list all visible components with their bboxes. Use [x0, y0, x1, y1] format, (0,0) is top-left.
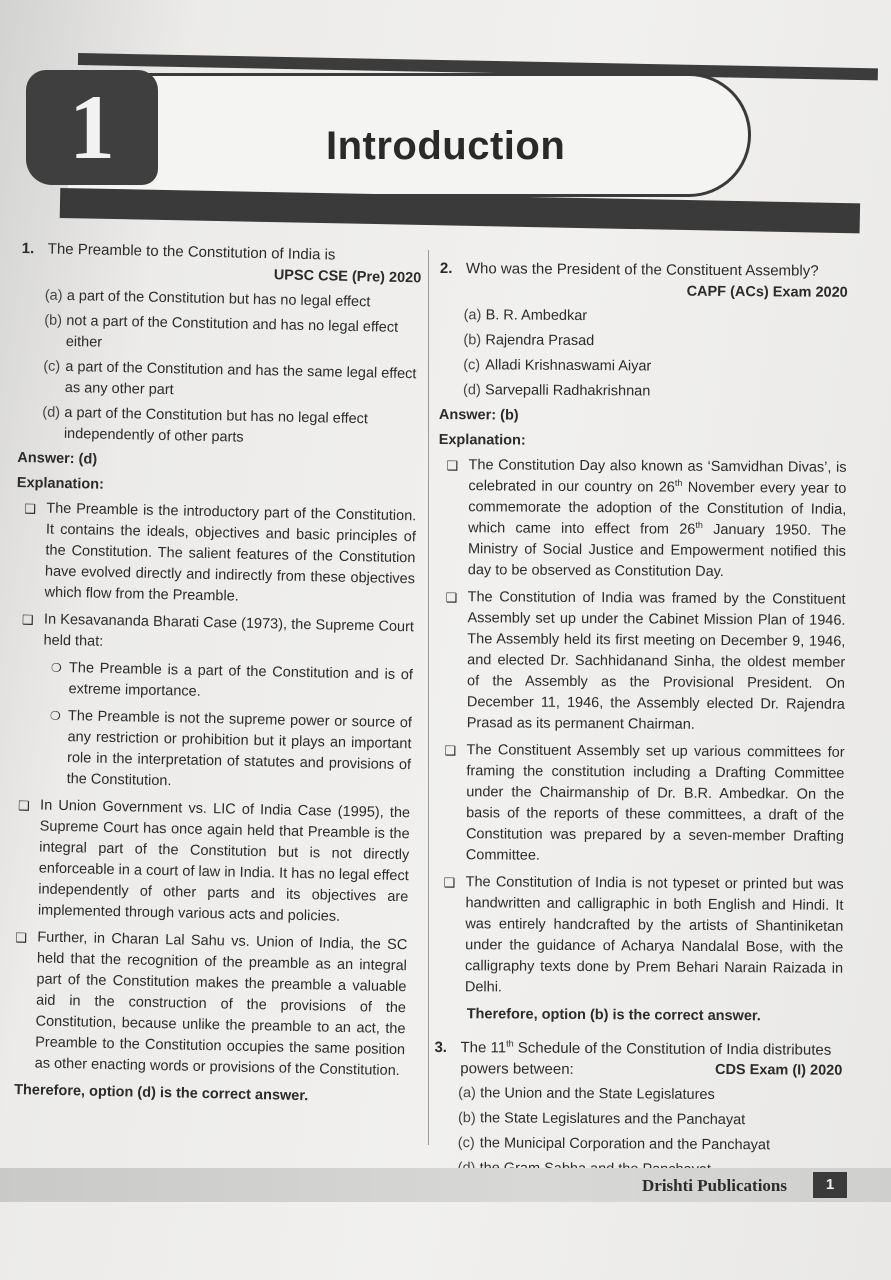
option-a: (a) B. R. Ambedkar: [463, 307, 588, 325]
explanation-label: Explanation:: [438, 431, 526, 449]
question-text: The Preamble to the Constitution of India is: [47, 240, 336, 264]
option-c: (c) a part of the Constitution and has the same legal effect as any other part: [43, 358, 417, 399]
option-d: (d) a part of the Constitution but has no legal effect independently of other parts: [42, 404, 369, 446]
exam-source: UPSC CSE (Pre) 2020: [273, 267, 422, 287]
explanation-bullet: ❑ The Constitution Day also known as ‘Samvidhan Divas’, is celebrated in our country on 26th November every year to commemorate the adoption of the Constitution of India, which came into effect from 26th January 1950. The Ministry of Social Justice and Empowerment notified this day to be observed as Constitution Day.: [446, 455, 847, 584]
page-number: 1: [813, 1172, 847, 1198]
checkbox-bullet-icon: ❑: [24, 501, 37, 517]
answer-label: Answer: (b): [438, 406, 519, 424]
chapter-number: 1: [26, 70, 158, 185]
explanation-bullet: ❑ Further, in Charan Lal Sahu vs. Union of India, the SC held that the recognition of the preamble as an integral part of the Constitution makes the preamble a valuable aid in the construction of the provisions of the Constitution, because unlike the preamble to an act, the Preamble to the Constitution occupies the same position as other enacting words or provisions of the Constitution.: [12, 927, 407, 1082]
chapter-title: Introduction: [326, 124, 566, 168]
circle-bullet-icon: ❍: [50, 660, 62, 675]
explanation-bullet: ❑ In Kesavananda Bharati Case (1973), the Supreme Court held that:: [21, 609, 414, 659]
checkbox-bullet-icon: ❑: [17, 798, 30, 814]
checkbox-bullet-icon: ❑: [446, 458, 459, 474]
exam-source: CDS Exam (I) 2020: [714, 1061, 843, 1079]
exam-source: CAPF (ACs) Exam 2020: [686, 283, 848, 301]
sub-bullet: ❍ The Preamble is not the supreme power or source of any restriction or prohibition but it plays an important role in the interpretation of statutes and provisions of the Constitution.: [48, 706, 412, 798]
checkbox-bullet-icon: ❑: [443, 875, 456, 891]
explanation-bullet: ❑ The Constitution of India was framed by the Constituent Assembly set up under the Cabinet Mission Plan of 1946. The Assembly held its first meeting on December 9, 1946, and elected Dr. Sachhidanand Sinha, the oldest member of the Assembly as the Provisional President. On December 11, 1946, the Assembly elected Dr. Rajendra Prasad as its permanent Chairman.: [445, 587, 846, 737]
conclusion: Therefore, option (d) is the correct answer.: [13, 1082, 309, 1105]
question-2: [440, 258, 848, 282]
answer-label: Answer: (d): [17, 449, 98, 468]
question-number: 2.: [439, 259, 453, 278]
explanation-label: Explanation:: [16, 474, 105, 493]
circle-bullet-icon: ❍: [49, 708, 61, 723]
checkbox-bullet-icon: ❑: [444, 743, 457, 759]
conclusion: Therefore, option (b) is the correct answer.: [466, 1006, 761, 1025]
options-list: [18, 285, 421, 452]
options-list: [439, 305, 848, 404]
left-column: [4, 238, 422, 1113]
question-text: The 11th Schedule of the Constitution of India distributes powers between:: [460, 1038, 832, 1078]
option-a: (a) the Union and the State Legislatures: [458, 1085, 715, 1103]
checkbox-bullet-icon: ❑: [445, 590, 458, 606]
explanation-bullet: ❑ In Union Government vs. LIC of India Case (1995), the Supreme Court has once again held that Preamble is the integral part of the Constitution but is not directly enforceable in a court of law in India. It has no legal effect independently of other parts and its objectives are implemented through various acts and policies.: [16, 795, 411, 929]
option-a: (a) a part of the Constitution but has no legal effect: [44, 287, 371, 311]
publisher-name: Drishti Publications: [642, 1176, 787, 1195]
option-c: (c) Alladi Krishnaswami Aiyar: [463, 357, 652, 375]
explanation-bullet: ❑ The Constituent Assembly set up various committees for framing the constitution including a Drafting Committee under the Chairmanship of Dr. B.R. Ambedkar. On the basis of the reports of these committees, a draft of the Constitution was prepared by a seven-member Drafting Committee.: [444, 740, 845, 869]
option-b: (b) not a part of the Constitution and has no legal effect either: [44, 312, 399, 351]
explanation-bullet: ❑ The Constitution of India is not typeset or printed but was handwritten and calligraphic in both English and Hindi. It was entirely handcrafted by the artists of Shantiniketan under the guidance of Acharya Nandalal Bose, with the calligraphy texts done by Prem Behari Narain Raizada in Delhi.: [443, 872, 844, 1001]
explanation-bullet: ❑ The Preamble is the introductory part of the Constitution. It contains the ideals, objectives and basic principles of the Constitution. The salient features of the Constitution have evolved directly and indirectly from these objectives which flow from the Preamble.: [22, 498, 416, 611]
options-list: [434, 1083, 843, 1182]
option-c: (c) the Municipal Corporation and the Panchayat: [457, 1135, 771, 1154]
column-divider: [428, 250, 429, 1145]
header-bottom-bar: [60, 188, 860, 233]
question-number: 1.: [21, 239, 35, 258]
option-b: (b) Rajendra Prasad: [463, 332, 595, 350]
right-column: [434, 258, 848, 1186]
question-text: Who was the President of the Constituent Assembly?: [465, 260, 819, 280]
checkbox-bullet-icon: ❑: [21, 612, 34, 628]
question-number: 3.: [434, 1038, 448, 1057]
option-b: (b) the State Legislatures and the Panchayat: [457, 1110, 746, 1129]
sub-bullet: ❍ The Preamble is a part of the Constitution and is of extreme importance.: [50, 658, 413, 708]
checkbox-bullet-icon: ❑: [15, 930, 28, 946]
option-d: (d) Sarvepalli Radhakrishnan: [463, 382, 651, 400]
